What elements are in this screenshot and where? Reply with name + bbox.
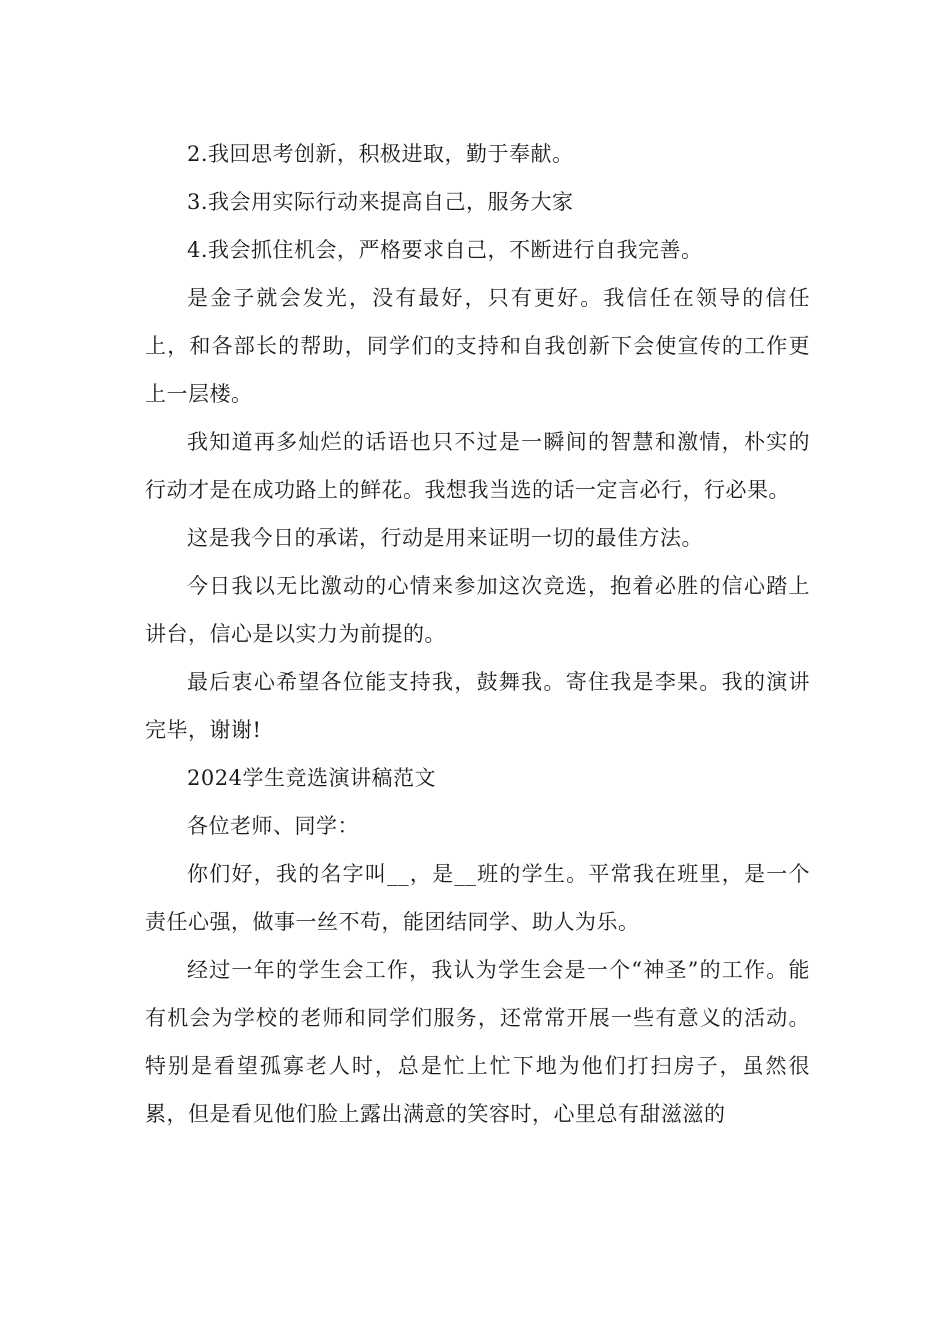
paragraph-experience: 经过一年的学生会工作，我认为学生会是一个“神圣”的工作。能有机会为学校的老师和同学们服务，还常常开展一些有意义的活动。特别是看望孤寡老人时，总是忙上忙下地为他们打扫房子，虽然很累，但是看见他们脸上露出满意的笑容时，心里总有甜滋滋的 [145, 958, 810, 1126]
paragraph-promise: 这是我今日的承诺，行动是用来证明一切的最佳方法。 [187, 526, 703, 550]
paragraph-confidence: 今日我以无比激动的心情来参加这次竞选，抱着必胜的信心踏上讲台，信心是以实力为前提的。 [145, 574, 810, 646]
paragraph-pledge-3: 3.我会用实际行动来提高自己，服务大家 [187, 190, 574, 214]
paragraph-gold-shines: 是金子就会发光，没有最好，只有更好。我信任在领导的信任上，和各部长的帮助，同学们的支持和自我创新下会使宣传的工作更上一层楼。 [145, 286, 810, 406]
paragraph-words-and-actions: 我知道再多灿烂的话语也只不过是一瞬间的智慧和激情，朴实的行动才是在成功路上的鲜花。我想我当选的话一定言必行，行必果。 [145, 430, 810, 502]
paragraph-pledge-2: 2.我回思考创新，积极进取，勤于奉献。 [187, 142, 574, 166]
paragraph-introduction: 你们好，我的名字叫__，是__班的学生。平常我在班里，是一个责任心强，做事一丝不苟，能团结同学、助人为乐。 [145, 862, 810, 934]
section-heading: 2024学生竞选演讲稿范文 [187, 766, 436, 790]
paragraph-closing: 最后衷心希望各位能支持我，鼓舞我。寄住我是李果。我的演讲完毕，谢谢! [145, 670, 810, 742]
salutation: 各位老师、同学： [187, 814, 359, 838]
document-body [145, 130, 810, 1138]
paragraph-pledge-4: 4.我会抓住机会，严格要求自己，不断进行自我完善。 [187, 238, 703, 262]
